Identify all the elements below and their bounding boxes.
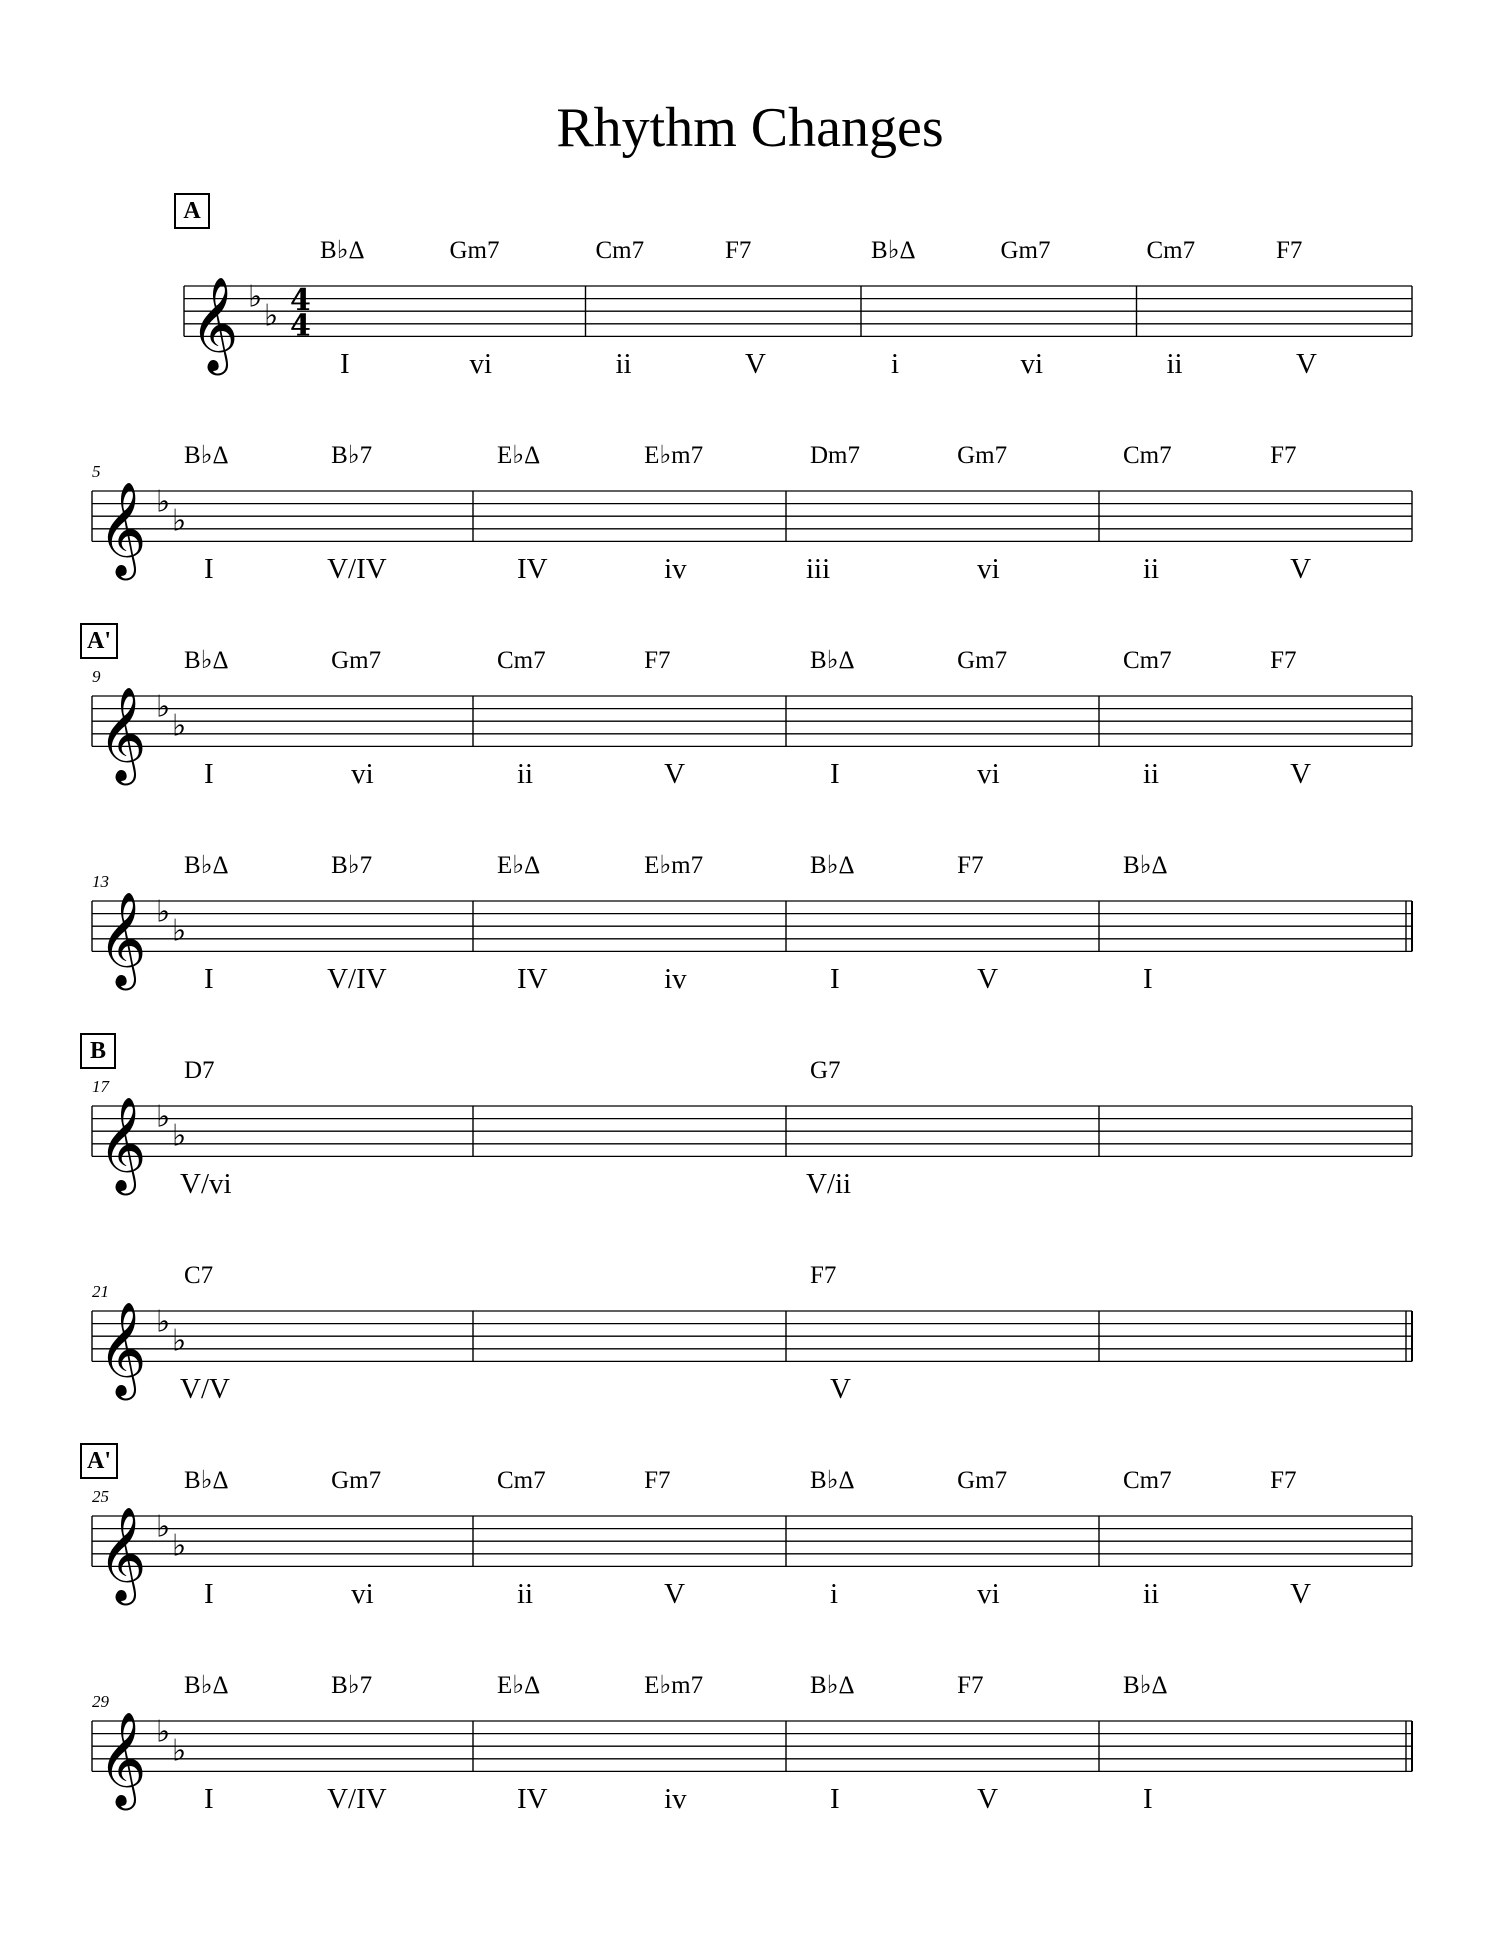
roman-numeral: V/V — [180, 1373, 230, 1406]
roman-numeral: V/IV — [327, 963, 387, 996]
roman-numeral: ii — [615, 348, 632, 381]
chord-symbol: B♭Δ — [320, 237, 365, 264]
flat-e-icon: ♭ — [172, 1528, 187, 1564]
chord-symbol: B♭Δ — [184, 852, 229, 879]
measure-number: 9 — [92, 667, 101, 686]
treble-clef-icon: 𝄞 — [98, 1711, 147, 1807]
chord-symbol: E♭m7 — [644, 1672, 704, 1699]
flat-b-icon: ♭ — [248, 279, 263, 315]
staff-svg — [0, 1621, 1500, 1821]
staff-system — [0, 596, 1500, 796]
roman-numeral: vi — [469, 348, 493, 381]
roman-numeral: IV — [517, 963, 548, 996]
chord-symbol: B♭Δ — [184, 442, 229, 469]
chord-symbol: E♭Δ — [497, 442, 541, 469]
chord-symbol: D7 — [184, 1057, 215, 1084]
rehearsal-mark: A' — [80, 1443, 118, 1479]
flat-b-icon: ♭ — [156, 689, 171, 725]
roman-numeral: ii — [1143, 1578, 1160, 1611]
roman-numeral: V — [1290, 758, 1312, 791]
staff-svg — [0, 801, 1500, 1001]
measure-number: 13 — [92, 872, 109, 891]
rehearsal-mark: A' — [80, 623, 118, 659]
flat-e-icon: ♭ — [172, 1118, 187, 1154]
roman-numeral: V — [1290, 553, 1312, 586]
roman-numeral: I — [830, 1783, 840, 1816]
chord-symbol: Cm7 — [497, 1467, 546, 1494]
staff-system — [0, 1211, 1500, 1411]
chord-symbol: Gm7 — [331, 647, 382, 674]
roman-numeral: I — [830, 758, 840, 791]
roman-numeral: ii — [1143, 553, 1160, 586]
chord-symbol: Cm7 — [1146, 237, 1196, 264]
roman-numeral: ii — [517, 758, 534, 791]
chord-symbol: B♭Δ — [810, 1467, 855, 1494]
chord-symbol: B♭Δ — [810, 1672, 855, 1699]
chord-symbol: E♭Δ — [497, 852, 541, 879]
chord-symbol: Gm7 — [1000, 237, 1051, 264]
chord-symbol: B♭Δ — [871, 237, 916, 264]
roman-numeral: V — [830, 1373, 851, 1406]
chord-symbol: Gm7 — [957, 442, 1008, 469]
roman-numeral: iv — [664, 553, 687, 586]
roman-numeral: iii — [806, 553, 831, 586]
chord-symbol: B♭Δ — [810, 647, 855, 674]
roman-numeral: ii — [1166, 348, 1183, 381]
roman-numeral: IV — [517, 553, 548, 586]
measure-number: 25 — [92, 1487, 109, 1506]
roman-numeral: iv — [664, 963, 687, 996]
chord-symbol: Gm7 — [957, 1467, 1008, 1494]
roman-numeral: vi — [977, 553, 1000, 586]
flat-e-icon: ♭ — [264, 298, 279, 334]
measure-number: 17 — [92, 1077, 109, 1096]
flat-e-icon: ♭ — [172, 1323, 187, 1359]
roman-numeral: I — [204, 1783, 214, 1816]
staff-svg — [0, 596, 1500, 796]
roman-numeral: I — [1143, 963, 1153, 996]
flat-e-icon: ♭ — [172, 913, 187, 949]
staff-system — [0, 1621, 1500, 1821]
chord-symbol: F7 — [810, 1262, 837, 1289]
chord-symbol: F7 — [1270, 442, 1297, 469]
roman-numeral: IV — [517, 1783, 548, 1816]
rehearsal-mark: A — [174, 193, 210, 229]
roman-numeral: I — [204, 758, 214, 791]
time-signature-upper: 4 — [290, 283, 311, 319]
flat-b-icon: ♭ — [156, 1714, 171, 1750]
chord-symbol: Gm7 — [957, 647, 1008, 674]
chord-symbol: G7 — [810, 1057, 841, 1084]
roman-numeral: I — [1143, 1783, 1153, 1816]
roman-numeral: V — [744, 348, 766, 381]
roman-numeral: V/vi — [180, 1168, 232, 1201]
chord-symbol: Cm7 — [1123, 1467, 1172, 1494]
page-title: Rhythm Changes — [556, 97, 944, 159]
roman-numeral: vi — [977, 758, 1000, 791]
flat-b-icon: ♭ — [156, 1509, 171, 1545]
roman-numeral: V — [664, 1578, 686, 1611]
staff-system — [0, 1416, 1500, 1616]
chord-symbol: C7 — [184, 1262, 214, 1289]
staff-system — [0, 801, 1500, 1001]
flat-b-icon: ♭ — [156, 1099, 171, 1135]
chord-symbol: F7 — [644, 647, 671, 674]
roman-numeral: vi — [1020, 348, 1044, 381]
flat-e-icon: ♭ — [172, 503, 187, 539]
flat-b-icon: ♭ — [156, 894, 171, 930]
time-signature-lower: 4 — [290, 308, 311, 344]
chord-symbol: E♭m7 — [644, 852, 704, 879]
chord-symbol: B♭7 — [331, 852, 373, 879]
staff-system — [0, 186, 1500, 386]
chord-symbol: Dm7 — [810, 442, 860, 469]
flat-e-icon: ♭ — [172, 708, 187, 744]
flat-b-icon: ♭ — [156, 1304, 171, 1340]
flat-e-icon: ♭ — [172, 1733, 187, 1769]
roman-numeral: I — [204, 963, 214, 996]
roman-numeral: V — [1290, 1578, 1312, 1611]
roman-numeral: vi — [977, 1578, 1000, 1611]
roman-numeral: V/IV — [327, 1783, 387, 1816]
chord-symbol: B♭Δ — [810, 852, 855, 879]
roman-numeral: I — [830, 963, 840, 996]
chord-symbol: E♭m7 — [644, 442, 704, 469]
treble-clef-icon: 𝄞 — [98, 891, 147, 987]
chord-symbol: F7 — [724, 237, 752, 264]
staff-svg — [0, 1416, 1500, 1616]
chord-symbol: F7 — [1270, 647, 1297, 674]
treble-clef-icon: 𝄞 — [98, 1506, 147, 1602]
chord-symbol: B♭Δ — [184, 647, 229, 674]
roman-numeral: V — [1295, 348, 1317, 381]
chord-symbol: B♭Δ — [1123, 852, 1168, 879]
roman-numeral: I — [204, 1578, 214, 1611]
roman-numeral: V/ii — [806, 1168, 852, 1201]
roman-numeral: V/IV — [327, 553, 387, 586]
treble-clef-icon: 𝄞 — [98, 481, 147, 577]
roman-numeral: ii — [517, 1578, 534, 1611]
roman-numeral: ii — [1143, 758, 1160, 791]
chord-symbol: B♭7 — [331, 1672, 373, 1699]
roman-numeral: V — [977, 963, 999, 996]
roman-numeral: vi — [351, 1578, 374, 1611]
chord-symbol: B♭Δ — [1123, 1672, 1168, 1699]
chord-symbol: Cm7 — [497, 647, 546, 674]
chord-symbol: F7 — [1270, 1467, 1297, 1494]
chord-symbol: Gm7 — [449, 237, 500, 264]
chord-symbol: F7 — [957, 852, 984, 879]
roman-numeral: I — [204, 553, 214, 586]
roman-numeral: vi — [351, 758, 374, 791]
treble-clef-icon: 𝄞 — [190, 276, 239, 372]
staff-svg — [0, 391, 1500, 591]
roman-numeral: V — [664, 758, 686, 791]
staff-system — [0, 391, 1500, 591]
rehearsal-mark: B — [80, 1033, 116, 1069]
measure-number: 29 — [92, 1692, 109, 1711]
flat-b-icon: ♭ — [156, 484, 171, 520]
roman-numeral: V — [977, 1783, 999, 1816]
chord-symbol: B♭7 — [331, 442, 373, 469]
roman-numeral: I — [340, 348, 350, 381]
chord-symbol: B♭Δ — [184, 1672, 229, 1699]
chord-symbol: E♭Δ — [497, 1672, 541, 1699]
roman-numeral: i — [891, 348, 900, 381]
measure-number: 21 — [92, 1282, 109, 1301]
chord-symbol: B♭Δ — [184, 1467, 229, 1494]
treble-clef-icon: 𝄞 — [98, 1301, 147, 1397]
chord-symbol: F7 — [644, 1467, 671, 1494]
roman-numeral: i — [830, 1578, 839, 1611]
chord-symbol: Gm7 — [331, 1467, 382, 1494]
chord-symbol: F7 — [1275, 237, 1303, 264]
treble-clef-icon: 𝄞 — [98, 686, 147, 782]
roman-numeral: iv — [664, 1783, 687, 1816]
chord-symbol: Cm7 — [595, 237, 645, 264]
staff-system — [0, 1006, 1500, 1206]
chord-symbol: F7 — [957, 1672, 984, 1699]
treble-clef-icon: 𝄞 — [98, 1096, 147, 1192]
measure-number: 5 — [92, 462, 101, 481]
chord-symbol: Cm7 — [1123, 442, 1172, 469]
chord-symbol: Cm7 — [1123, 647, 1172, 674]
